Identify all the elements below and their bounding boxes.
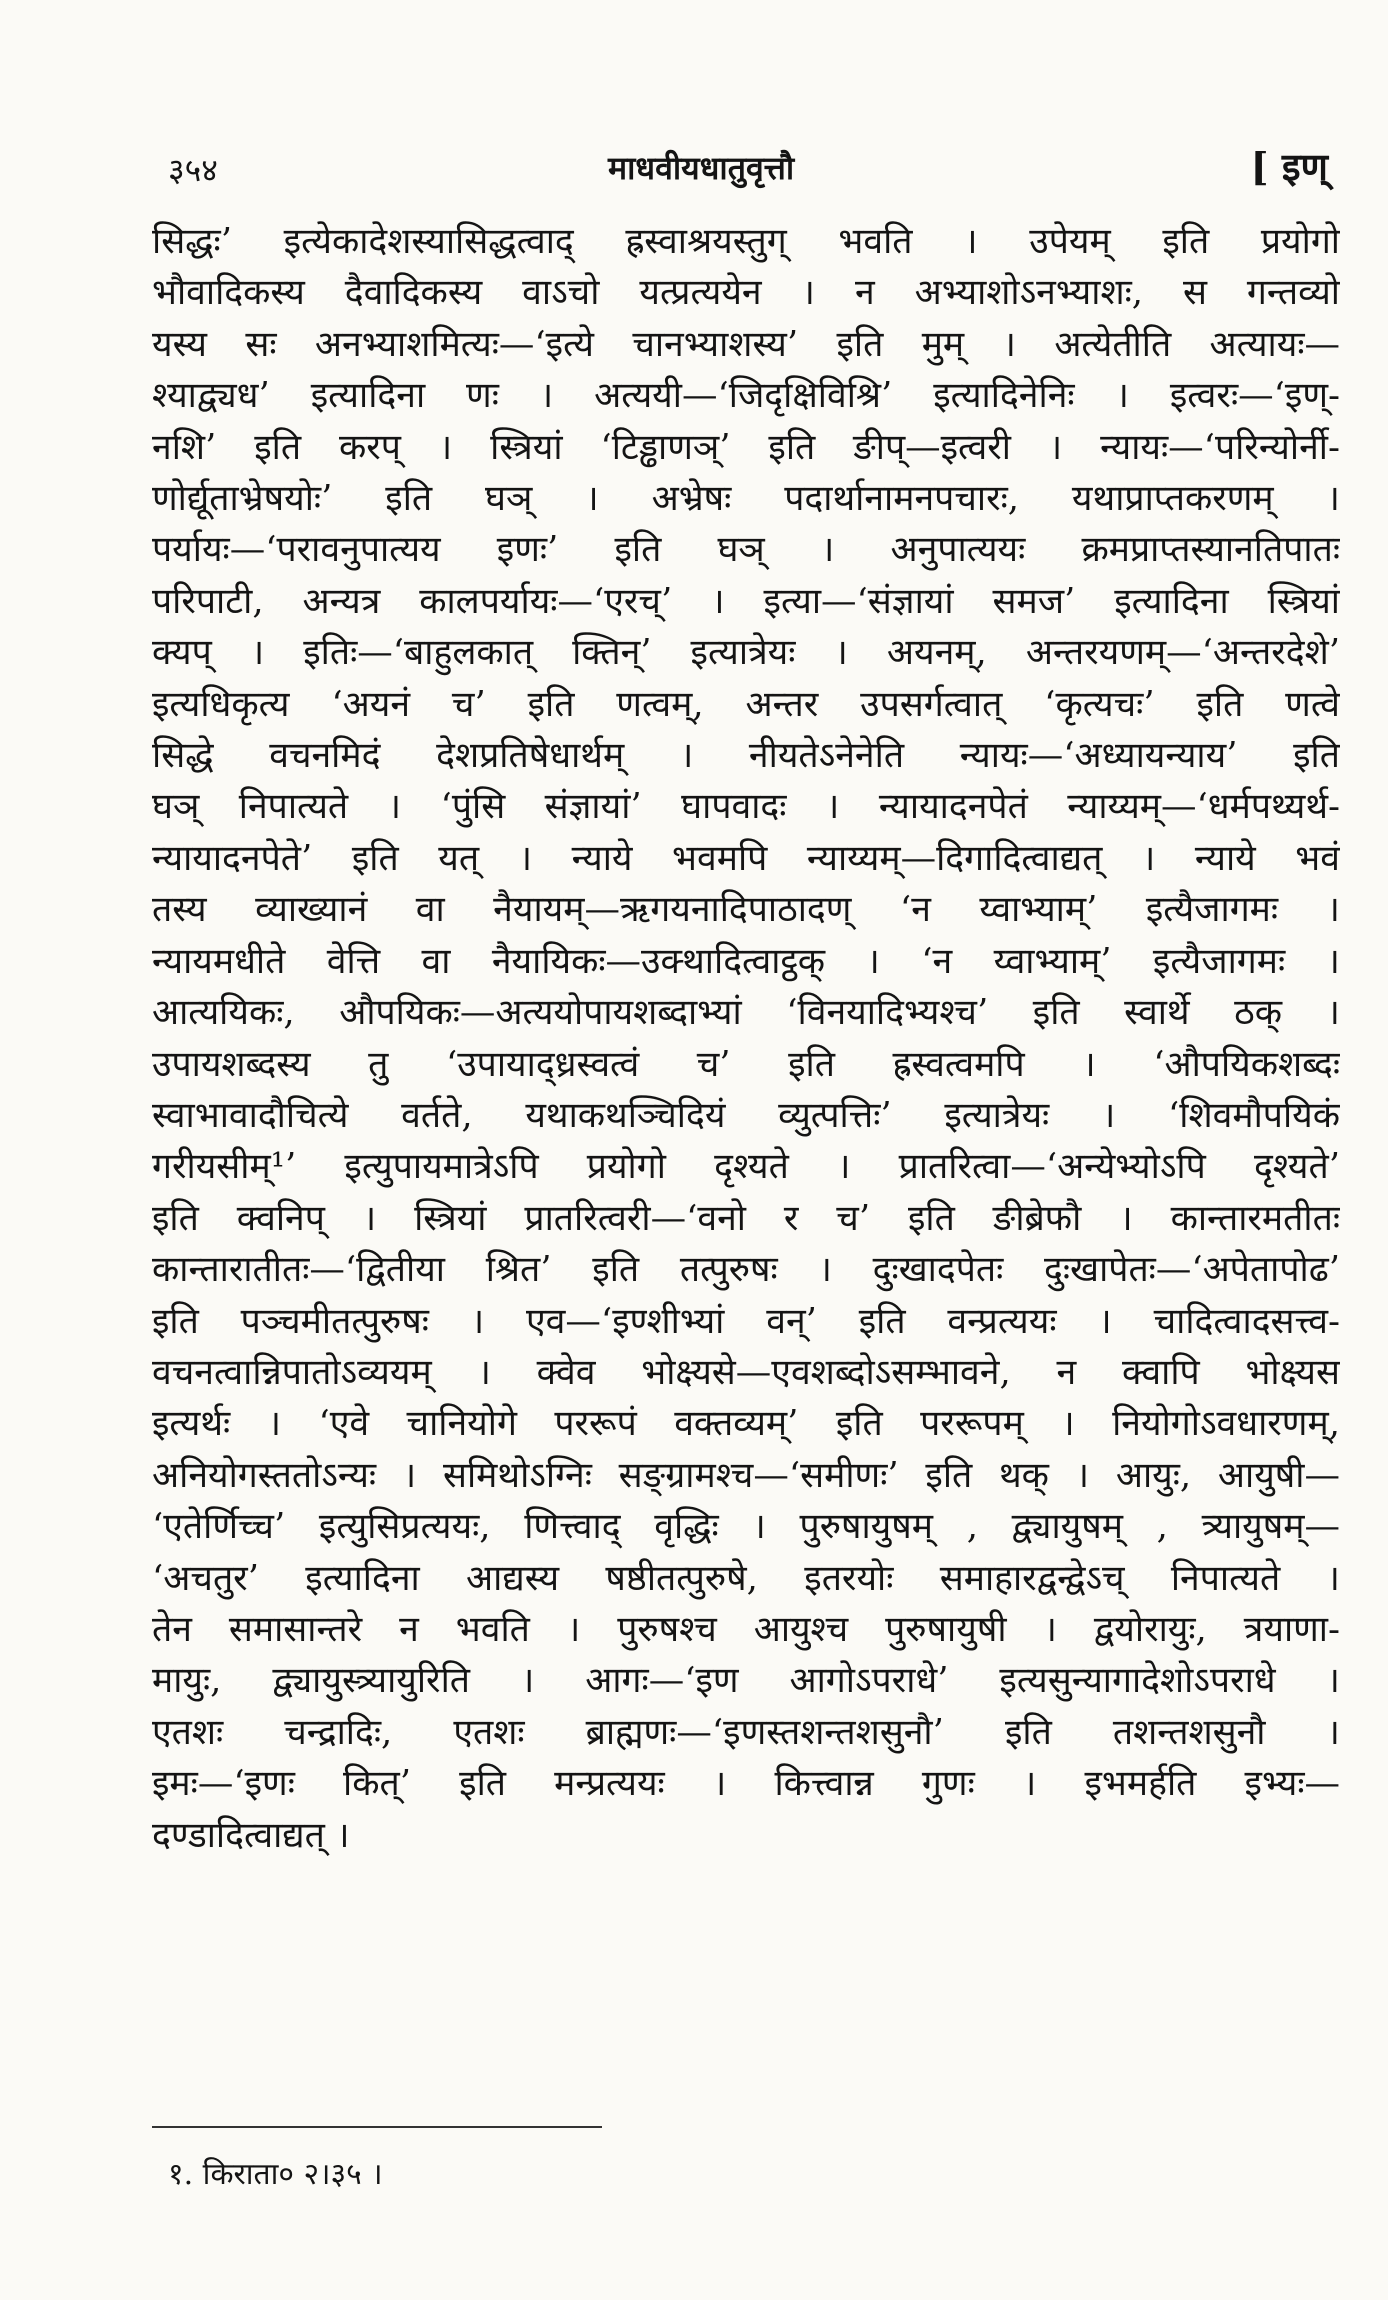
body-text (152, 216, 1340, 1861)
text-line: परिपाटी, अन्यत्र कालपर्यायः—‘एरच्’ । इत्या—‘संज्ञायां समज’ इत्यादिना स्त्रियां (152, 580, 1340, 622)
page-number: ३५४ (168, 151, 218, 189)
text-line: णोर्द्यूताभ्रेषयोः’ इति घञ् । अभ्रेषः पदार्थानामनपचारः, यथाप्राप्तकरणम् । (152, 478, 1340, 520)
text-line: स्वाभावादौचित्ये वर्तते, यथाकथञ्चिदियं व्युत्पत्तिः’ इत्यात्रेयः । ‘शिवमौपयिकं (152, 1094, 1340, 1136)
text-line: दण्डादित्वाद्यत् । (152, 1814, 350, 1856)
text-line: इत्यधिकृत्य ‘अयनं च’ इति णत्वम्, अन्तर उपसर्गत्वात् ‘कृत्यचः’ इति णत्वे (152, 683, 1340, 725)
text-line: भौवादिकस्य दैवादिकस्य वाऽचो यत्प्रत्ययेन । न अभ्याशोऽनभ्याशः, स गन्तव्यो (152, 272, 1340, 314)
text-line: सिद्धः’ इत्येकादेशस्यासिद्धत्वाद् ह्रस्वाश्रयस्तुग् भवति । उपेयम् इति प्रयोगो (152, 221, 1340, 262)
text-line: श्याद्व्यध’ इत्यादिना णः । अत्ययी—‘जिदृक्षिविश्रि’ इत्यादिनेनिः । इत्वरः—‘इण्- (152, 375, 1340, 417)
text-line: इति पञ्चमीतत्पुरुषः । एव—‘इण्शीभ्यां वन्’ इति वन्प्रत्ययः । चादित्वादसत्त्व- (152, 1300, 1340, 1342)
text-line: गरीयसीम्¹’ इत्युपायमात्रेऽपि प्रयोगो दृश्यते । प्रातरित्वा—‘अन्येभ्योऽपि दृश्यते’ (152, 1146, 1340, 1188)
text-line: ‘अचतुर’ इत्यादिना आद्यस्य षष्ठीतत्पुरुषे, इतरयोः समाहारद्वन्द्वेऽच् निपात्यते । (152, 1557, 1340, 1599)
text-line: कान्तारातीतः—‘द्वितीया श्रित’ इति तत्पुरुषः । दुःखादपेतः दुःखापेतः—‘अपेतापोढ’ (152, 1249, 1340, 1291)
text-line: क्यप् । इतिः—‘बाहुलकात् क्तिन्’ इत्यात्रेयः । अयनम्, अन्तरयणम्—‘अन्तरदेशे’ (152, 632, 1340, 674)
page-header (168, 140, 1328, 200)
text-line: एतशः चन्द्रादिः, एतशः ब्राह्मणः—‘इणस्तशन्तशसुनौ’ इति तशन्तशसुनौ । (152, 1711, 1340, 1753)
footnote-divider (152, 2126, 602, 2128)
text-line: उपायशब्दस्य तु ‘उपायाद्ध्रस्वत्वं च’ इति ह्रस्वत्वमपि । ‘औपयिकशब्दः (152, 1043, 1340, 1085)
text-line: तेन समासान्तरे न भवति । पुरुषश्च आयुश्च पुरुषायुषी । द्वयोरायुः, त्रयाणा- (152, 1608, 1340, 1650)
running-title: माधवीयधातुवृत्तौ (608, 149, 795, 187)
text-line: पर्यायः—‘परावनुपात्यय इणः’ इति घञ् । अनुपात्ययः क्रमप्राप्तस्यानतिपातः (152, 529, 1340, 571)
section-marker: [ इण् (1250, 144, 1328, 189)
text-line: आत्ययिकः, औपयिकः—अत्ययोपायशब्दाभ्यां ‘विनयादिभ्यश्च’ इति स्वार्थे ठक् । (152, 992, 1340, 1034)
text-line: न्यायमधीते वेत्ति वा नैयायिकः—उक्थादित्वाट्ठक् । ‘न य्वाभ्याम्’ इत्यैजागमः । (152, 940, 1340, 982)
text-line: अनियोगस्ततोऽन्यः । समिथोऽग्निः सङ्ग्रामश्च—‘समीणः’ इति थक् । आयुः, आयुषी— (152, 1454, 1340, 1496)
text-line: न्यायादनपेते’ इति यत् । न्याये भवमपि न्याय्यम्—दिगादित्वाद्यत् । न्याये भवं (152, 837, 1340, 879)
text-line: ‘एतेर्णिच्च’ इत्युसिप्रत्ययः, णित्त्वाद् वृद्धिः । पुरुषायुषम् , द्व्यायुषम् , त्र्यायुषम्— (152, 1506, 1340, 1548)
text-line: सिद्धे वचनमिदं देशप्रतिषेधार्थम् । नीयतेऽनेनेति न्यायः—‘अध्यायन्याय’ इति (152, 735, 1340, 777)
text-line: मायुः, द्व्यायुस्त्र्यायुरिति । आगः—‘इण आगोऽपराधे’ इत्यसुन्यागादेशोऽपराधे । (152, 1660, 1340, 1702)
text-line: वचनत्वान्निपातोऽव्ययम् । क्वेव भोक्ष्यसे—एवशब्दोऽसम्भावने, न क्वापि भोक्ष्यस (152, 1351, 1340, 1393)
text-line: नशि’ इति करप् । स्त्रियां ‘टिड्ढाणञ्’ इति ङीप्—इत्वरी । न्यायः—‘परिन्योर्नी- (152, 426, 1340, 468)
footnote: १. किराता० २।३५ । (168, 2157, 383, 2192)
text-line: तस्य व्याख्यानं वा नैयायम्—ऋगयनादिपाठादण् ‘न य्वाभ्याम्’ इत्यैजागमः । (152, 889, 1340, 931)
text-line: घञ् निपात्यते । ‘पुंसि संज्ञायां’ घापवादः । न्यायादनपेतं न्याय्यम्—‘धर्मपथ्यर्थ- (152, 786, 1340, 828)
text-line: इति क्वनिप् । स्त्रियां प्रातरित्वरी—‘वनो र च’ इति ङीब्रेफौ । कान्तारमतीतः (152, 1197, 1340, 1239)
text-line: इत्यर्थः । ‘एवे चानियोगे पररूपं वक्तव्यम्’ इति पररूपम् । नियोगोऽवधारणम्, (152, 1403, 1340, 1445)
text-line: इमः—‘इणः कित्’ इति मन्प्रत्ययः । कित्त्वान्न गुणः । इभमर्हति इभ्यः— (152, 1763, 1340, 1805)
text-line: यस्य सः अनभ्याशमित्यः—‘इत्ये चानभ्याशस्य’ इति मुम् । अत्येतीति अत्यायः— (152, 323, 1340, 365)
